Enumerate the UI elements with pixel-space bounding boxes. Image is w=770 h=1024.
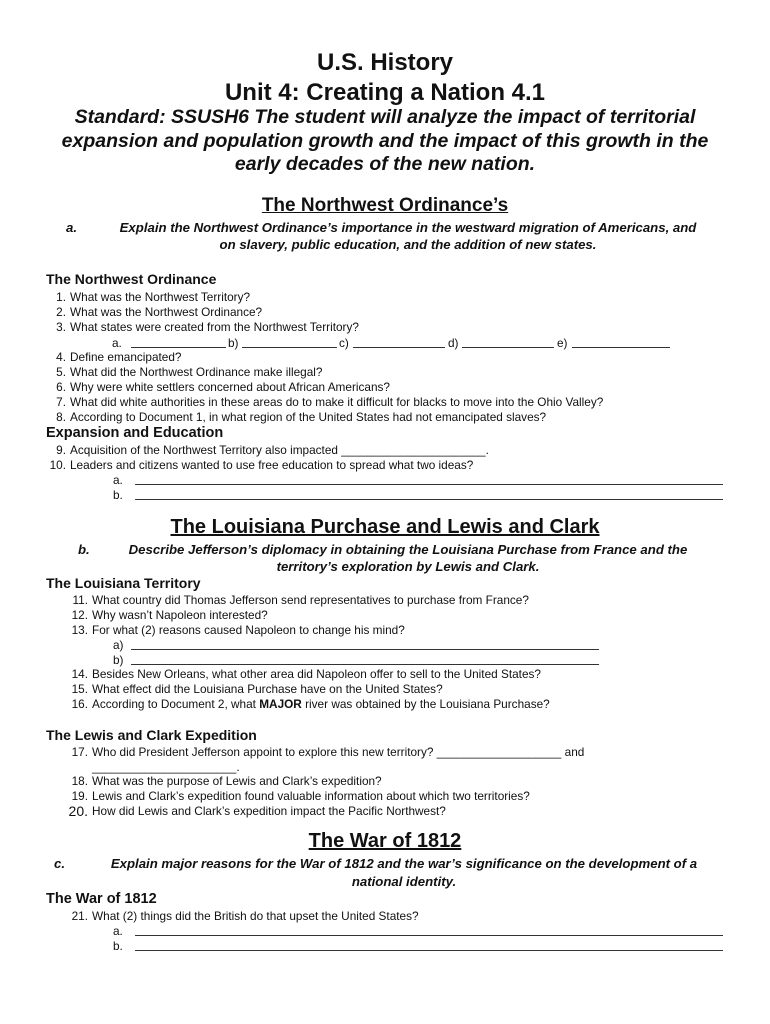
answer-blank[interactable] (135, 484, 723, 485)
goal-line-2: national identity. (351, 874, 457, 889)
subheading-war-of-1812: The War of 1812 (46, 891, 157, 907)
question-number: 20. (68, 803, 88, 819)
question-number: 21. (71, 909, 88, 923)
answer-blank[interactable] (131, 347, 226, 348)
answer-blank[interactable] (135, 935, 723, 936)
question-number: 15. (71, 682, 88, 696)
question-text: What was the purpose of Lewis and Clark’s expedition? (92, 774, 382, 788)
section-heading-louisiana-purchase: The Louisiana Purchase and Lewis and Clark (170, 516, 600, 538)
question-text: What did white authorities in these areas do to make it difficult for blacks to move into the Ohio Valley? (70, 395, 604, 409)
question-text: What was the Northwest Territory? (70, 290, 251, 304)
question-number: 5. (56, 365, 66, 379)
question-number: 12. (71, 608, 88, 622)
answer-letter: a. (112, 336, 122, 350)
question-number: 3. (56, 320, 66, 334)
unit-title: Unit 4: Creating a Nation 4.1 (224, 79, 546, 106)
question-text-part: river was obtained by the Louisiana Purchase? (301, 697, 550, 711)
answer-letter: a. (113, 473, 123, 487)
question-text: What effect did the Louisiana Purchase have on the United States? (92, 682, 443, 696)
subheading-northwest-ordinance: The Northwest Ordinance (46, 271, 217, 287)
question-text: What (2) things did the British do that upset the United States? (92, 909, 419, 923)
answer-blank[interactable] (242, 347, 337, 348)
question-number: 10. (49, 458, 66, 472)
answer-blank[interactable] (462, 347, 554, 348)
question-text: What states were created from the Northwest Territory? (70, 320, 359, 334)
goal-line-2: on slavery, public education, and the addition of new states. (219, 237, 597, 252)
question-text (92, 697, 550, 712)
answer-blank[interactable] (131, 649, 599, 650)
section-heading-northwest-ordinance: The Northwest Ordinance’s (261, 195, 509, 216)
question-text: What did the Northwest Ordinance make illegal? (70, 365, 323, 379)
answer-letter: e) (557, 336, 568, 350)
question-text: How did Lewis and Clark’s expedition impact the Pacific Northwest? (92, 804, 446, 818)
section-heading-war-of-1812: The War of 1812 (308, 830, 462, 852)
question-text: Acquisition of the Northwest Territory also impacted ______________________. (70, 443, 489, 457)
answer-letter: a) (113, 638, 124, 652)
question-text: Leaders and citizens wanted to use free education to spread what two ideas? (70, 458, 474, 472)
answer-blank[interactable] (135, 950, 723, 951)
question-number: 6. (56, 380, 66, 394)
subheading-louisiana-territory: The Louisiana Territory (46, 575, 201, 591)
page-title: U.S. History (316, 49, 454, 76)
subheading-lewis-clark: The Lewis and Clark Expedition (46, 727, 257, 743)
answer-letter: d) (448, 336, 459, 350)
emphasis-text: MAJOR (259, 697, 302, 711)
question-text: Besides New Orleans, what other area did Napoleon offer to sell to the United States? (92, 667, 541, 681)
goal-letter: c. (54, 856, 65, 871)
question-text: Why were white settlers concerned about African Americans? (70, 380, 390, 394)
question-number: 16. (71, 697, 88, 711)
question-number: 4. (56, 350, 66, 364)
question-17-continued: ______________________. (92, 760, 240, 774)
question-text: Who did President Jefferson appoint to explore this new territory? ___________________ and (92, 745, 585, 759)
question-number: 1. (56, 290, 66, 304)
question-text: Why wasn’t Napoleon interested? (92, 608, 268, 622)
question-text: Define emancipated? (70, 350, 182, 364)
question-number: 11. (72, 593, 88, 607)
question-number: 19. (71, 789, 88, 803)
question-number: 8. (56, 410, 66, 424)
answer-blank[interactable] (572, 347, 670, 348)
standard-statement: Standard: SSUSH6 The student will analyze the impact of territorial expansion and population growth and the impact of this growth in the early decades of the new nation. (61, 106, 709, 175)
goal-line-1: Describe Jefferson’s diplomacy in obtaining the Louisiana Purchase from France and the (128, 542, 688, 557)
goal-letter: b. (78, 542, 90, 557)
goal-line-2: territory’s exploration by Lewis and Clark. (276, 559, 540, 574)
goal-line-1: Explain major reasons for the War of 1812 and the war’s significance on the development of a (110, 856, 698, 871)
answer-blank[interactable] (135, 499, 723, 500)
answer-letter: c) (339, 336, 349, 350)
answer-blank[interactable] (353, 347, 445, 348)
answer-letter: b) (113, 653, 124, 667)
answer-letter: a. (113, 924, 123, 938)
question-text: What country did Thomas Jefferson send representatives to purchase from France? (92, 593, 529, 607)
goal-letter: a. (66, 220, 77, 235)
question-number: 14. (71, 667, 88, 681)
question-text: Lewis and Clark’s expedition found valuable information about which two territories? (92, 789, 530, 803)
question-text: What was the Northwest Ordinance? (70, 305, 263, 319)
question-number: 7. (56, 395, 66, 409)
answer-letter: b) (228, 336, 239, 350)
answer-letter: b. (113, 939, 123, 953)
goal-line-1: Explain the Northwest Ordinance’s importance in the westward migration of Americans, and (119, 220, 697, 235)
question-number: 2. (56, 305, 66, 319)
question-number: 18. (71, 774, 88, 788)
question-text: According to Document 1, in what region of the United States had not emancipated slaves? (70, 410, 547, 424)
question-number: 9. (56, 443, 66, 457)
answer-blank[interactable] (131, 664, 599, 665)
question-number: 13. (71, 623, 88, 637)
question-text-part: According to Document 2, what (92, 697, 260, 711)
subheading-expansion-education: Expansion and Education (46, 425, 224, 441)
question-number: 17. (71, 745, 88, 759)
answer-letter: b. (113, 488, 123, 502)
question-text: For what (2) reasons caused Napoleon to change his mind? (92, 623, 405, 637)
